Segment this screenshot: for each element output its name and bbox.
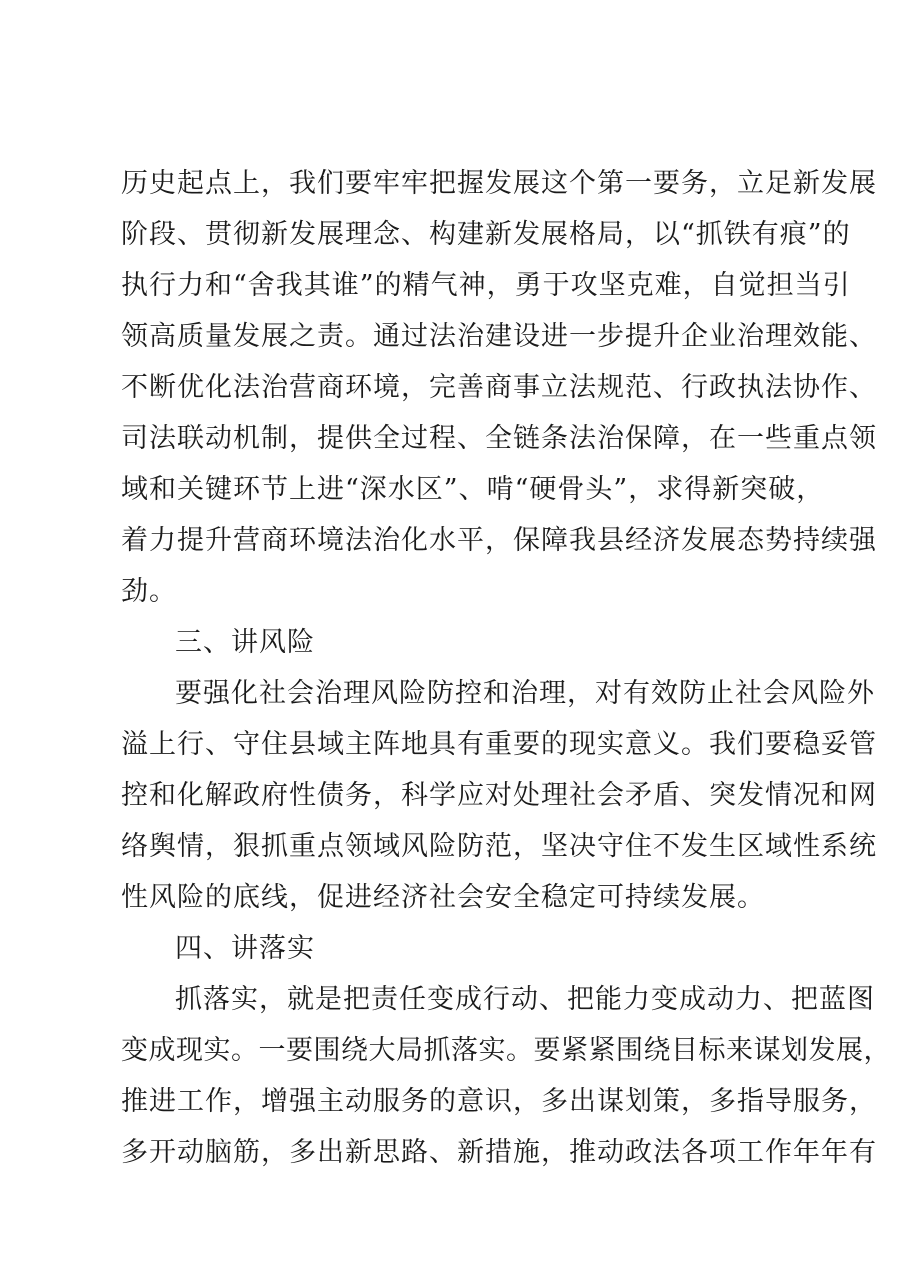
text-line: 抓落实，就是把责任变成行动、把能力变成动力、把蓝图 (175, 984, 875, 1015)
section-heading-risk: 三、讲风险 (175, 627, 315, 658)
text-line: 变成现实。一要围绕大局抓落实。要紧紧围绕目标来谋划发展， (121, 1035, 891, 1066)
text-line: 不断优化法治营商环境，完善商事立法规范、行政执法协作、 (121, 372, 877, 403)
section-heading-implementation: 四、讲落实 (175, 933, 315, 964)
text-line: 溢上行、守住县域主阵地具有重要的现实意义。我们要稳妥管 (121, 729, 877, 760)
text-line: 阶段、贯彻新发展理念、构建新发展格局，以“抓铁有痕”的 (121, 219, 851, 250)
text-line: 着力提升营商环境法治化水平，保障我县经济发展态势持续强 (121, 525, 877, 556)
text-line: 域和关键环节上进“深水区”、啃“硬骨头”，求得新突破， (121, 474, 825, 505)
text-line: 络舆情，狠抓重点领域风险防范，坚决守住不发生区域性系统 (121, 831, 877, 862)
text-line: 历史起点上，我们要牢牢把握发展这个第一要务，立足新发展 (121, 168, 877, 199)
text-line: 推进工作，增强主动服务的意识，多出谋划策，多指导服务， (121, 1086, 877, 1117)
text-line: 控和化解政府性债务，科学应对处理社会矛盾、突发情况和网 (121, 780, 877, 811)
text-line: 多开动脑筋，多出新思路、新措施，推动政法各项工作年年有 (121, 1137, 877, 1168)
text-line: 司法联动机制，提供全过程、全链条法治保障，在一些重点领 (121, 423, 877, 454)
text-line: 劲。 (121, 576, 177, 607)
text-line: 性风险的底线，促进经济社会安全稳定可持续发展。 (121, 882, 765, 913)
text-line: 领高质量发展之责。通过法治建设进一步提升企业治理效能、 (121, 321, 877, 352)
text-line: 要强化社会治理风险防控和治理，对有效防止社会风险外 (175, 678, 875, 709)
text-line: 执行力和“舍我其谁”的精气神，勇于攻坚克难，自觉担当引 (121, 270, 851, 301)
